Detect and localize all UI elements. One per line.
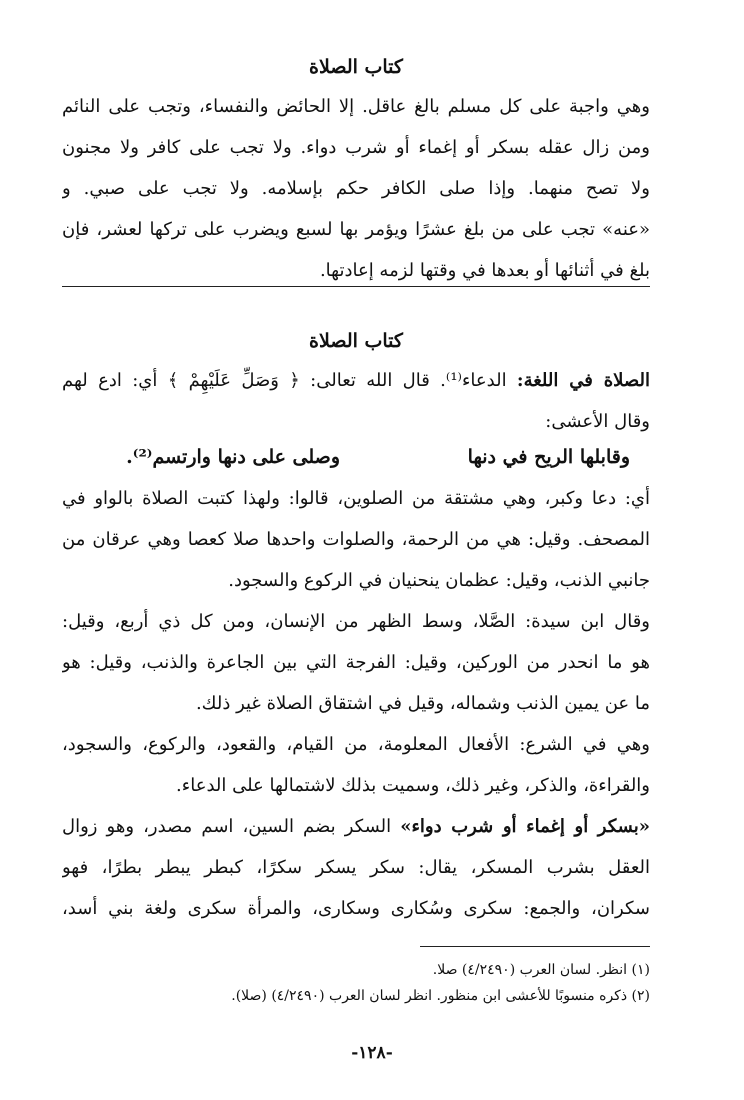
matn-line: وهي واجبة على كل مسلم بالغ عاقل. إلا الحائض والنفساء، وتجب على النائم bbox=[62, 96, 650, 117]
term-salat-lugha: الصلاة في اللغة: bbox=[516, 370, 650, 391]
paragraph-etymology bbox=[62, 478, 650, 929]
paragraph-line: سكران، والجمع: سكرى وسُكارى وسكارى، والمرأة سكرى ولغة بني أسد، bbox=[62, 898, 650, 919]
paragraph-line: وهي في الشرع: الأفعال المعلومة، من القيام، والقعود، والركوع، والسجود، bbox=[62, 734, 650, 755]
sharh-line bbox=[62, 360, 650, 401]
matn-text bbox=[62, 86, 650, 291]
paragraph-line: والقراءة، والذكر، وغير ذلك، وسميت بذلك لاشتمالها على الدعاء. bbox=[176, 775, 650, 796]
term-sukr: «بسكر أو إغماء أو شرب دواء» bbox=[400, 816, 650, 837]
page-number: -١٢٨- bbox=[351, 1043, 393, 1063]
paragraph-line bbox=[62, 806, 650, 847]
paragraph-line: العقل بشرب المسكر، يقال: سكر يسكر سكرًا، كبطر يبطر بطرًا، فهو bbox=[62, 857, 650, 878]
paragraph-line: المصحف. وقيل: هي من الرحمة، والصلوات واحدها صلا كعصا وهي عرقان من bbox=[62, 529, 650, 550]
paragraph-line: هو ما انحدر من الوركين، وقيل: الفرجة التي بين الجاعرة والذنب، وقيل: هو bbox=[62, 652, 650, 673]
top-heading: كتاب الصلاة bbox=[309, 56, 403, 78]
paragraph-line: ما عن يمين الذنب وشماله، وقيل في اشتقاق الصلاة غير ذلك. bbox=[195, 693, 650, 714]
paragraph-line: جانبي الذنب، وقيل: عظمان ينحنيان في الركوع والسجود. bbox=[228, 570, 650, 591]
footnote-2: (٢) ذكره منسوبًا للأعشى ابن منظور. انظر لسان العرب (٤/٢٤٩٠) (صلا). bbox=[231, 988, 650, 1004]
sharh-line-rest: الدعاء⁽¹⁾. قال الله تعالى: ﴿ وَصَلِّ عَلَيْهِمْ ﴾ أي: ادع لهم bbox=[62, 370, 517, 391]
matn-divider bbox=[62, 286, 650, 287]
line-asha: وقال الأعشى: bbox=[545, 411, 650, 432]
poem-verse bbox=[62, 440, 650, 480]
matn-line: ومن زال عقله بسكر أو إغماء أو شرب دواء. ولا تجب على كافر ولا مجنون bbox=[62, 137, 650, 158]
poem-hemistich-2: وصلى على دنها وارتسم⁽²⁾. bbox=[126, 446, 340, 468]
poem-hemistich-1: وقابلها الريح في دنها bbox=[467, 446, 630, 468]
paragraph-line: أي: دعا وكبر، وهي مشتقة من الصلوين، قالوا: ولهذا كتبت الصلاة بالواو في bbox=[62, 488, 650, 509]
footnote-1: (١) انظر. لسان العرب (٤/٢٤٩٠) صلا. bbox=[432, 962, 650, 978]
paragraph-line: وقال ابن سيدة: الصَّلا، وسط الظهر من الإنسان، ومن كل ذي أربع، وقيل: bbox=[62, 611, 650, 632]
matn-line: ولا تصح منهما. وإذا صلى الكافر حكم بإسلامه. ولا تجب على صبي. و bbox=[62, 178, 650, 199]
paragraph-line-rest: السكر بضم السين، اسم مصدر، وهو زوال bbox=[62, 816, 401, 837]
footnote-divider bbox=[420, 946, 650, 947]
footnotes bbox=[62, 957, 650, 1009]
sharh-heading: كتاب الصلاة bbox=[309, 330, 403, 352]
sharh-intro bbox=[62, 360, 650, 442]
matn-line: بلغ في أثنائها أو بعدها في وقتها لزمه إعادتها. bbox=[319, 260, 650, 281]
matn-line: «عنه» تجب على من بلغ عشرًا ويؤمر بها لسبع ويضرب على تركها لعشر، فإن bbox=[62, 219, 650, 240]
